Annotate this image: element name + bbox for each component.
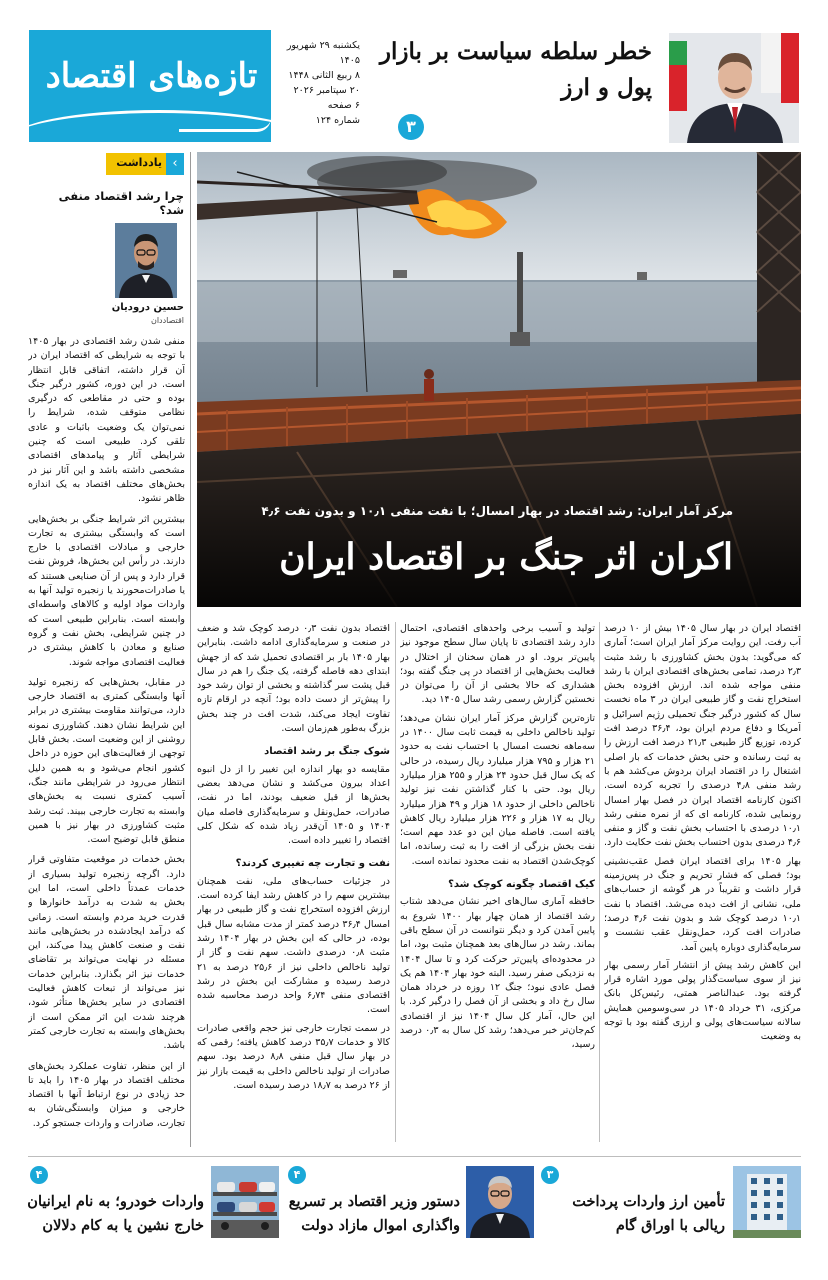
note-paragraph: از این منظر، تفاوت عملکرد بخش‌های مختلف اقتصاد در بهار ۱۴۰۵ را باید تا حد زیادی در نوع ارتباط آنها با اقتصاد خارجی و میزان وابستگی‌شان به تجارت، صادرات و واردات جستجو کرد. [28, 1060, 185, 1129]
note-paragraph: منفی شدن رشد اقتصادی در بهار ۱۴۰۵ با توجه به شرایطی که اقتصاد ایران در آن قرار داشته، اتفاقی قابل انتظار است. در این دوره، کشور درگیر جنگ بوده و حتی در مقاطعی که درگیری نظامی متوقف شده، شرایط را نمی‌توان یک وضعیت باثبات و عادی تلقی کرد. طبیعی است که چنین شرایطی آثار و پیامدهای اقتصادی مشخصی داشته باشد و این آثار نیز در بخش‌های مختلف اقتصاد به یک اندازه ظاهر نشود. [28, 336, 185, 505]
teaser-page-badge[interactable]: ۴ [288, 1166, 306, 1184]
article-paragraph: اقتصاد ایران در بهار سال ۱۴۰۵ بیش از ۱۰ درصد آب رفت. این روایت مرکز آمار ایران است؛ آماری که می‌گوید: بدون بخش کشاورزی با رشد مثبت ۲٫۳ درصد، تمامی بخش‌های اقتصادی ایران با رشد منفی مواجه شده اند. ارزش افزوده بخش استخراج نفت و گاز طبیعی ایران در ۳ ماه نخست سال که کشور درگیر جنگ تحمیلی رژیم اسرائیل و آمریکا و دفاع مردم ایران بود، ۳۶٫۴ درصد افت کرده، توزیع گاز طبیعی ۲۱٫۳ درصد افت ارزش را به ثبت رسانده و حتی بخش خدمات که بار اصلی اشتغال را در اقتصاد ایران بردوش می‌کشد هم با رشد منفی ۴٫۸ درصدی را تجربه کرده است. اکنون کارنامه اقتصاد ایران در فصل بهار امسال رونمایی شده، کارنامه ای که از نمره منفی رشد ۱۰٫۱ درصدی با احتساب بخش نفت و گاز و منفی ۴٫۶ درصدی بدون احتساب بخش نفت حکایت دارد. [604, 623, 801, 849]
issue-pages: ۶ صفحه [327, 100, 360, 111]
issue-date-gregorian: ۲۰ سپتامبر ۲۰۲۶ [293, 85, 360, 96]
top-headline[interactable]: خطر سلطه سیاست بر بازار پول و ارز [379, 38, 652, 101]
teaser-page-badge[interactable]: ۳ [541, 1166, 559, 1184]
author-avatar [115, 223, 177, 298]
article-column-1 [604, 622, 801, 1142]
chevron-left-icon: ‹ [166, 153, 184, 175]
article-column-2 [400, 622, 595, 1142]
issue-number: شماره ۱۲۴ [315, 115, 360, 126]
note-paragraph: بیشترین اثر شرایط جنگی بر بخش‌هایی است که وابستگی بیشتری به تجارت خارجی و مبادلات اقتصادی با خارج دارند. در رأس این بخش‌ها، فروش نفت قرار دارد و پس از آن صنایعی هستند که یا صادرات‌محورند یا زنجیره تولید آنها به واردات مواد اولیه و کالاهای واسطه‌ای وابسته است. بنابراین طبیعی است که در چنین شرایطی، بخش نفت و گروه صنایع و معادن با کاهش بیشتری در فعالیت اقتصادی مواجه شوند. [28, 513, 185, 668]
article-subheading: شوک جنگ بر رشد اقتصاد [264, 746, 390, 758]
portrait-illustration [669, 33, 799, 143]
note-section-tag [106, 153, 184, 175]
article-paragraph: بهار ۱۴۰۵ برای اقتصاد ایران فصل عقب‌نشینی بود؛ فصلی که فشار تحریم و جنگ در پس‌زمینه قرار داشت و تقریباً در هر گوشه از حساب‌های ملی، نشانی از افت دیده می‌شد. اقتصاد با نفت ۱۰٫۱ درصد کوچک شد و بدون نفت ۴٫۶ درصد؛ صادرات افت کرد، حمل‌ونقل عقب نشست و سرمایه‌گذاری دوباره پایین آمد. [604, 855, 801, 953]
article-paragraph: در جزئیات حساب‌های ملی، نفت همچنان بیشترین سهم را در کاهش رشد ایفا کرده است. ارزش افزوده استخراج نفت و گاز طبیعی در بهار امسال ۳۶٫۴ درصد کمتر از مدت مشابه سال قبل بوده، در حالی که این بخش در بهار ۱۴۰۴ رشد مثبت ۰٫۸ درصدی داشت. سهم نفت و گاز از تولید ناخالص داخلی نیز از ۲۵٫۶ درصد به ۲۱ درصد رسیده و مشارکت این بخش در رشد اقتصادی منفی ۶٫۷۴ واحد درصد محاسبه شده است. [197, 875, 390, 1016]
column-divider [395, 622, 396, 1142]
masthead-logo[interactable] [29, 30, 271, 142]
teaser-headline[interactable]: واردات خودرو؛ به نام ایرانیان خارج نشین یا به کام دلالان [27, 1193, 204, 1234]
car-carrier-illustration [211, 1166, 279, 1238]
article-subheading: نفت و تجارت چه تغییری کردند؟ [235, 858, 390, 870]
logo-text: تازه‌های اقتصاد [45, 56, 258, 96]
teaser-headline[interactable]: دستور وزیر اقتصاد بر تسریع واگذاری اموال مازاد دولت [288, 1193, 460, 1234]
top-headline-page-badge[interactable]: ۳ [398, 114, 424, 140]
hero-subtitle: مرکز آمار ایران: رشد اقتصاد در بهار امسال؛ با نفت منفی ۱۰٫۱ و بدون نفت ۴٫۶ [261, 504, 733, 518]
note-title[interactable]: چرا رشد اقتصاد منفی شد؟ [58, 189, 184, 217]
article-paragraph: اقتصاد بدون نفت ۰٫۳ درصد کوچک شد و ضعف در صنعت و سرمایه‌گذاری ادامه داشت. بنابراین بهار ۱۴۰۵ بار بر اقتصادی تحمیل شد که از جهش ابتدای دهه فاصله گرفته، یک جنگ را هم در سال قبل پشت سر گذاشته و بخشی از توان رشد خود را پیش‌تر از دست داده بود؛ آنچه در ارقام تازه تفاوت ایجاد می‌کند، شدت افت در چند بخش بزرگ به‌طور هم‌زمان است. [197, 623, 390, 735]
logo-swoosh [179, 118, 271, 132]
official-portrait-photo[interactable] [669, 33, 799, 143]
note-tag-label: یادداشت [116, 156, 162, 169]
article-paragraph: این کاهش رشد پیش از انتشار آمار رسمی بهار نیز از سوی سیاست‌گذار پولی مورد اشاره قرار گرفته بود. عبدالناصر همتی، رئیس‌کل بانک مرکزی، ۳۱ خرداد ۱۴۰۵ در سی‌وسومین همایش سالانه سیاست‌های پولی و ارزی گفته بود با توجه به وضعیت [604, 959, 801, 1043]
article-paragraph: حافظه آماری سال‌های اخیر نشان می‌دهد شتاب رشد اقتصاد از همان چهار بهار ۱۴۰۰ شروع به پایین آمدن کرد و دیگر نتوانست در آن سطح باقی بماند. رشد در سال‌های بعد همچنان مثبت بود، اما در محدوده‌ای پایین‌تر حرکت کرد و تا سال ۱۴۰۴ به نزدیکی صفر رسید. البته خود بهار ۱۴۰۴ هم یک فصل عادی نبود؛ جنگ ۱۲ روزه در خرداد همان سال رخ داد و بخشی از آن فصل را درگیر کرد. با این حال، آمار کل سال ۱۴۰۴ نیز از اقتصادی کم‌جان‌تر خبر می‌دهد؛ رشد کل سال به ۰٫۳ درصد رسید، [400, 896, 595, 1051]
note-paragraph: در مقابل، بخش‌هایی که زنجیره تولید آنها وابستگی کمتری به اقتصاد خارجی دارد، می‌توانند مقاومت بیشتری در برابر این شرایط نشان دهند. کشاورزی نمونه روشنی از این وضعیت است. بخش قابل توجهی از فعالیت‌های این حوزه در داخل کشور انجام می‌شود و به همین دلیل انتظار می‌رود در شرایطی مانند جنگ، آسیب کمتری نسبت به بخش‌های وابسته به تجارت خارجی ببیند. ثبت رشد مثبت کشاورزی در بهار نیز با همین منطق قابل توضیح است. [28, 676, 185, 846]
sidebar-divider [190, 152, 191, 1147]
hero-title[interactable]: اکران اثر جنگ بر اقتصاد ایران [279, 536, 733, 578]
article-subheading: کیک اقتصاد چگونه کوچک شد؟ [448, 879, 595, 891]
issue-date-persian: یکشنبه ۲۹ شهریور ۱۴۰۵ [286, 40, 360, 66]
teaser-photo-minister[interactable] [466, 1166, 534, 1238]
author-role: اقتصاددان [150, 316, 184, 325]
teaser-page-badge[interactable]: ۴ [30, 1166, 48, 1184]
issue-info [278, 38, 360, 128]
note-body [28, 335, 185, 1145]
note-paragraph: بخش خدمات در موقعیت متفاوتی قرار دارد. اگرچه زنجیره تولید بسیاری از خدمات عمدتاً داخلی است، اما این بخش به شدت به درآمد خانوارها و قدرت خرید مردم وابسته است. زمانی که درآمد ایجادشده در بخش‌هایی مانند نفت و صنعت کاهش پیدا می‌کند، این مسئله در نهایت می‌تواند بر تقاضای خدمات نیز اثر بگذارد. بنابراین خدمات نیز می‌تواند از تبعات کاهش فعالیت اقتصادی در سایر بخش‌ها متأثر شود، هرچند شدت این اثر ممکن است از بخش‌های وابسته به تجارت خارجی کمتر باشد. [28, 854, 185, 1052]
author-name: حسین درودیان [111, 302, 184, 313]
article-paragraph: مقایسه دو بهار اندازه این تغییر را از دل انبوه اعداد بیرون می‌کشد و نشان می‌دهد بعضی بخش‌ها از قبل ضعیف بودند، اما در نفت، صادرات، حمل‌ونقل و سرمایه‌گذاری فاصله میان ۱۴۰۴ و ۱۴۰۵ آن‌قدر زیاد شده که شکل کلی اقتصاد را تغییر داده است. [197, 763, 390, 847]
article-column-3 [197, 622, 390, 1142]
teaser-photo-central-bank[interactable] [733, 1166, 801, 1238]
bottom-divider [28, 1156, 801, 1157]
article-paragraph: تولید و آسیب برخی واحدهای اقتصادی، احتمال دارد رشد اقتصادی تا پایان سال سطح موجود نیز پایین‌تر برود. او در همان سخنان از اختلال در فعالیت بخش‌هایی از اقتصاد در پی جنگ گفته بود؛ هشداری که حالا بخشی از آن را می‌توان در نخستین گزارش رسمی رشد سال ۱۴۰۵ دید. [400, 623, 595, 706]
minister-portrait-illustration [466, 1166, 534, 1238]
article-paragraph: در سمت تجارت خارجی نیز حجم واقعی صادرات کالا و خدمات ۳۵٫۷ درصد کاهش یافته؛ رقمی که در بهار سال قبل منفی ۸٫۸ درصد بود. سهم صادرات از تولید ناخالص داخلی به قیمت بازار نیز از ۲۶ درصد به ۱۸٫۷ درصد رسیده است. [197, 1022, 390, 1091]
article-paragraph: تازه‌ترین گزارش مرکز آمار ایران نشان می‌دهد؛ تولید ناخالص داخلی به قیمت ثابت سال ۱۴۰۰ در سه‌ماهه نخست امسال با احتساب نفت به حدود ۲۱ هزار و ۷۹۵ هزار میلیارد ریال رسیده، در حالی که یک سال قبل حدود ۲۴ هزار و ۲۵۵ هزار میلیارد ریال بود. حتی با کنار گذاشتن نفت نیز تولید ناخالص داخلی از حدود ۱۸ هزار و ۴۹ هزار میلیارد ریال به ۱۷ هزار و ۲۲۶ هزار میلیارد ریال کاهش یافته است. فاصله میان این دو عدد مهم است؛ نفت بخش بزرگی از افت را به ثبت رسانده، اما کوچک‌شدن اقتصاد به نفت محدود نمانده است. [400, 712, 595, 867]
teaser-headline[interactable]: تأمین ارز واردات پرداخت ریالی با اوراق گام [572, 1193, 725, 1234]
column-divider [599, 622, 600, 1142]
issue-date-hijri: ۸ ربیع الثانی ۱۴۴۸ [288, 70, 360, 81]
author-portrait-illustration [115, 223, 177, 298]
building-illustration [733, 1166, 801, 1238]
teaser-photo-car-carrier[interactable] [211, 1166, 279, 1238]
hero-photo-offshore-platform[interactable] [197, 152, 801, 607]
